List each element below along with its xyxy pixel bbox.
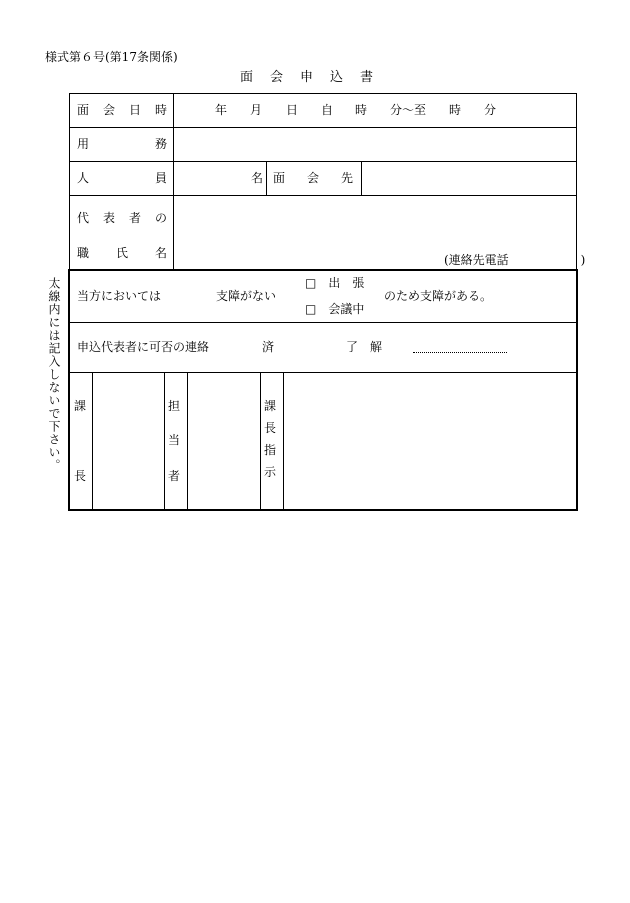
label-char: 示 [264, 465, 277, 479]
date-year-unit[interactable]: 年 [215, 103, 228, 117]
label-char: 会 [102, 103, 115, 117]
label-column-divider [173, 93, 174, 271]
label-char: 課 [74, 399, 87, 413]
label-char: 人 [77, 171, 90, 185]
row-divider [69, 195, 577, 196]
row-divider [69, 161, 577, 162]
approval-divider [164, 372, 165, 509]
time-minute-to-label[interactable]: 分～至 [390, 103, 427, 117]
label-char: 務 [154, 137, 167, 151]
label-char: 職 [77, 246, 90, 260]
label-char: 指 [264, 443, 277, 457]
cell-divider [361, 161, 362, 195]
purpose-label [77, 138, 167, 150]
form-title: 面 会 申 込 書 [240, 70, 376, 85]
approval-divider [283, 372, 284, 509]
no-obstacle-option[interactable]: 支障がない [216, 289, 277, 303]
notify-representative-label: 申込代表者に可否の連絡 [77, 340, 210, 354]
label-char: 者 [128, 211, 141, 225]
label-char: の [154, 211, 167, 225]
representative-label-line1 [77, 212, 167, 224]
cell-divider [266, 161, 267, 195]
person-in-charge-label [168, 400, 182, 412]
representative-field[interactable] [175, 197, 575, 249]
time-from-label[interactable]: 自 [321, 103, 334, 117]
notified-done-mark[interactable]: 済 [262, 340, 275, 354]
approval-divider [260, 372, 261, 509]
section-chief-stamp-field[interactable] [94, 374, 163, 508]
person-in-charge-label-end [168, 470, 182, 482]
label-char: 面 [273, 171, 286, 185]
section-chief-label [74, 400, 88, 412]
label-char: 先 [340, 171, 353, 185]
person-in-charge-stamp-field[interactable] [189, 374, 259, 508]
visit-target-field[interactable] [363, 163, 575, 194]
label-char: 表 [102, 211, 115, 225]
official-row-divider [70, 322, 576, 323]
date-day-unit[interactable]: 日 [286, 103, 299, 117]
date-time-label [77, 104, 167, 116]
label-char: 課 [264, 399, 277, 413]
label-char: 氏 [115, 246, 128, 260]
row-divider [69, 127, 577, 128]
representative-label-line2 [77, 247, 167, 259]
people-count-label [77, 172, 167, 184]
label-char: 長 [74, 469, 87, 483]
label-char: 当 [168, 433, 181, 447]
form-number: 様式第６号(第17条関係) [45, 50, 178, 64]
label-char: 代 [77, 211, 90, 225]
understood-mark[interactable]: 了 解 [346, 340, 383, 354]
label-char: 担 [168, 399, 181, 413]
label-char: 長 [264, 421, 277, 435]
label-char: 時 [154, 103, 167, 117]
label-char: 員 [154, 171, 167, 185]
approval-divider [187, 372, 188, 509]
chief-instruction-label [264, 400, 278, 478]
label-char: 会 [306, 171, 319, 185]
in-meeting-checkbox[interactable]: □ 会議中 [305, 302, 365, 316]
date-month-unit[interactable]: 月 [250, 103, 263, 117]
contact-phone-label[interactable]: (連絡先電話 ) [444, 253, 586, 267]
visit-target-label [273, 172, 353, 184]
label-char: 面 [77, 103, 90, 117]
time-minute-unit-2[interactable]: 分 [484, 103, 497, 117]
chief-instruction-field[interactable] [285, 374, 574, 508]
our-side-label: 当方においては [77, 289, 162, 303]
label-char: 名 [154, 246, 167, 260]
label-char: 日 [128, 103, 141, 117]
label-char: 用 [77, 137, 90, 151]
official-row-divider [70, 372, 576, 373]
section-chief-label-end [74, 470, 88, 482]
time-hour-unit[interactable]: 時 [355, 103, 368, 117]
official-use-note: 太線内には記入しないで下さい。 [47, 277, 61, 472]
people-count-unit[interactable]: 名 [251, 171, 264, 185]
label-char: 者 [168, 469, 181, 483]
obstacle-reason-text: のため支障がある。 [384, 289, 493, 303]
person-in-charge-label-mid [168, 434, 182, 446]
purpose-field[interactable] [175, 129, 575, 160]
business-trip-checkbox[interactable]: □ 出 張 [305, 276, 365, 290]
approval-divider [92, 372, 93, 509]
signature-dotted-line[interactable] [413, 352, 507, 353]
time-hour-unit-2[interactable]: 時 [449, 103, 462, 117]
